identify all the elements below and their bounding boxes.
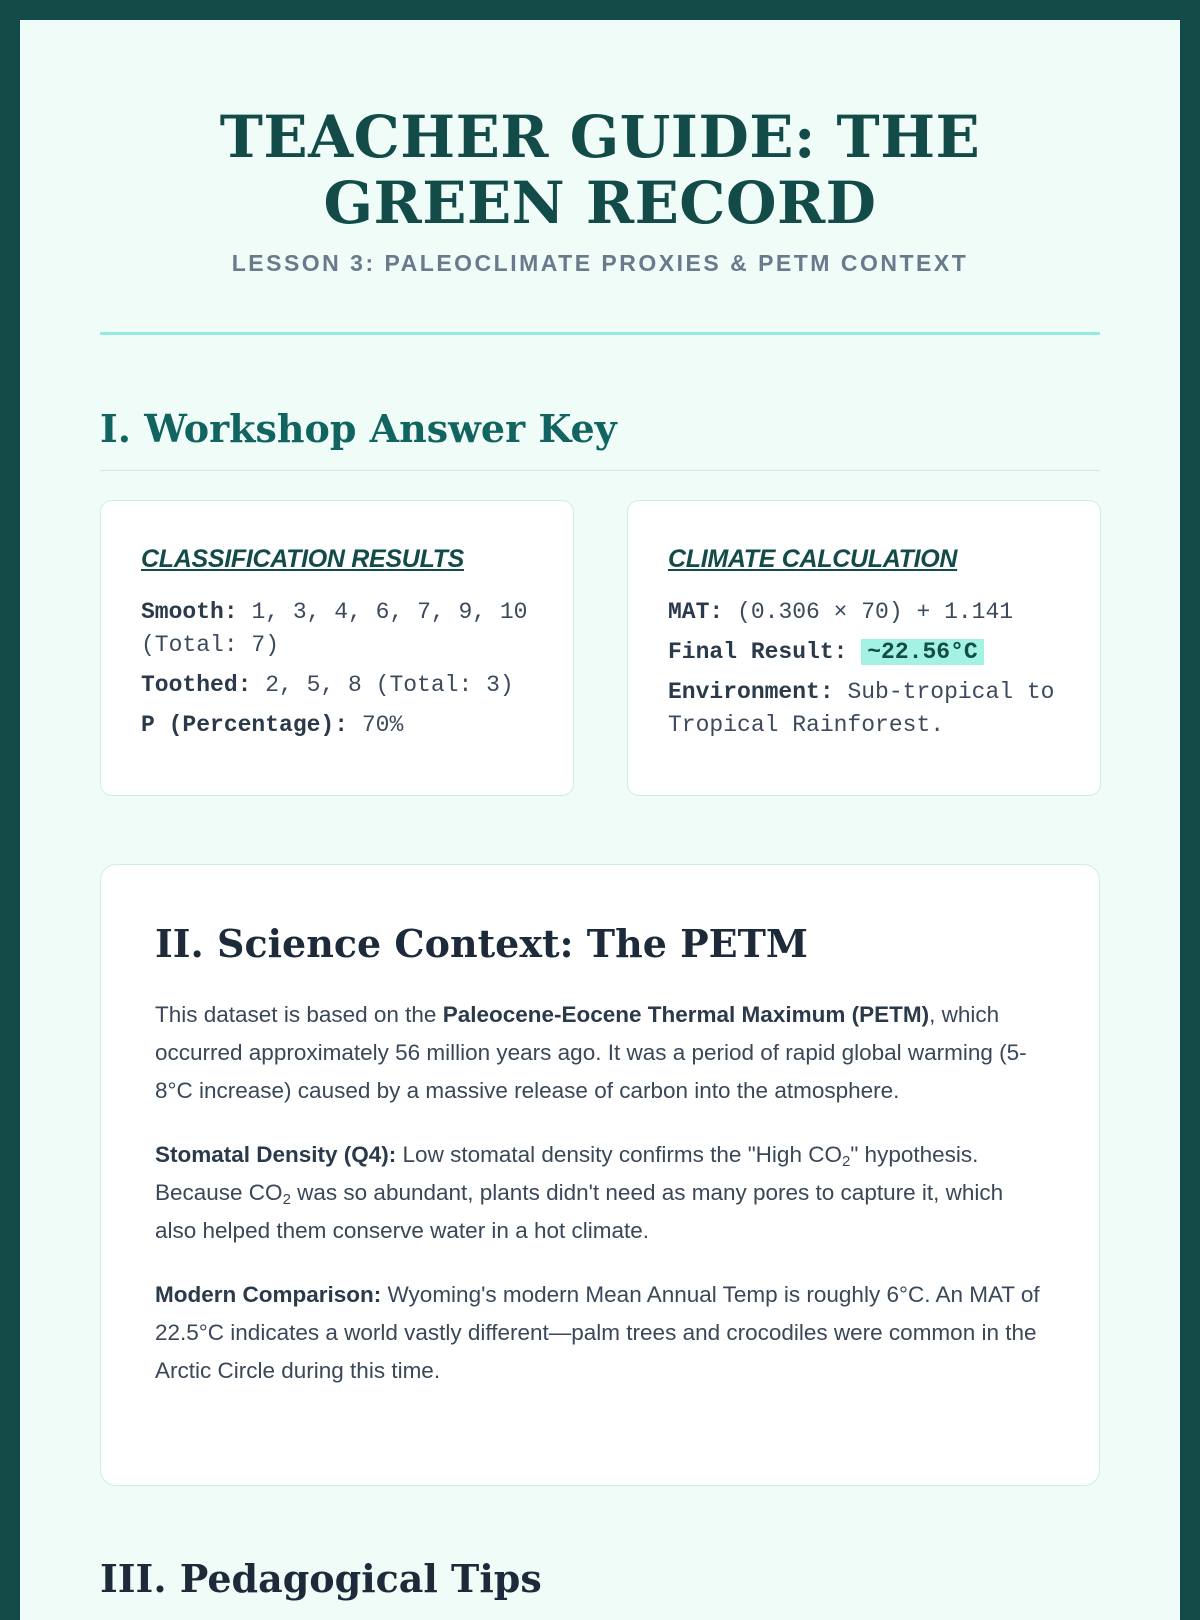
modern-comparison-label: Modern Comparison:: [155, 1282, 382, 1307]
stomatal-density-paragraph: [155, 1136, 1045, 1250]
stomatal-density-label: Stomatal Density (Q4):: [155, 1142, 397, 1167]
final-result-value: ~22.56°C: [861, 639, 983, 665]
toothed-label: Toothed:: [141, 672, 252, 698]
science-context-card: [100, 864, 1100, 1486]
mat-row: [668, 596, 1060, 629]
science-context-title: II. Science Context: The PETM: [155, 921, 808, 966]
environment-label: Environment:: [668, 679, 834, 705]
petm-term: Paleocene-Eocene Thermal Maximum (PETM): [442, 1002, 930, 1027]
percentage-label: P (Percentage):: [141, 712, 349, 738]
stomatal-text-3: was so abundant, plants didn't need as many pores to capture it, which also helped them conserve water in a hot climate.: [155, 1180, 1004, 1243]
toothed-row: [141, 669, 533, 702]
percentage-value: 70%: [361, 712, 404, 738]
modern-comparison-text: Wyoming's modern Mean Annual Temp is roughly 6°C. An MAT of 22.5°C indicates a world vastly different—palm trees and crocodiles were common in the Arctic Circle during this time.: [155, 1282, 1040, 1383]
pedagogical-tips-title: III. Pedagogical Tips: [100, 1556, 542, 1601]
document-subtitle: LESSON 3: PALEOCLIMATE PROXIES & PETM CONTEXT: [231, 250, 969, 276]
section-workshop-answer-key-title: I. Workshop Answer Key: [100, 406, 617, 451]
co2-subscript: 2: [841, 1153, 851, 1170]
classification-results-title: CLASSIFICATION RESULTS: [141, 545, 465, 573]
modern-comparison-paragraph: [155, 1276, 1045, 1390]
smooth-label: Smooth:: [141, 599, 238, 625]
petm-paragraph-intro: This dataset is based on the: [155, 1002, 443, 1027]
petm-paragraph: [155, 996, 1045, 1110]
co2-subscript: 2: [282, 1191, 291, 1208]
mat-label: MAT:: [668, 599, 724, 625]
smooth-value: 1, 3, 4, 6, 7, 9, 10 (Total: 7): [141, 599, 528, 658]
final-result-label: Final Result:: [668, 639, 848, 665]
petm-paragraph-body: , which occurred approximately 56 million years ago. It was a period of rapid global warming (5-8°C increase) caused by a massive release of carbon into the atmosphere.: [155, 1002, 1027, 1103]
smooth-row: [141, 596, 533, 662]
environment-row: [668, 676, 1060, 742]
header-divider: [100, 332, 1100, 335]
climate-calculation-card: [627, 500, 1101, 796]
document-page: [20, 20, 1180, 1620]
climate-calculation-title: CLIMATE CALCULATION: [668, 545, 958, 573]
toothed-value: 2, 5, 8 (Total: 3): [265, 672, 514, 698]
stomatal-text-1: Low stomatal density confirms the "High CO: [396, 1142, 842, 1167]
section-divider: [100, 470, 1100, 471]
stomatal-text-2: " hypothesis. Because CO: [155, 1142, 979, 1205]
percentage-row: [141, 709, 533, 742]
document-title: TEACHER GUIDE: THE GREEN RECORD: [219, 103, 981, 237]
document-header: [20, 20, 1180, 277]
final-result-row: [668, 636, 1060, 669]
mat-value: (0.306 × 70) + 1.141: [737, 599, 1014, 625]
environment-value: Sub-tropical to Tropical Rainforest.: [668, 679, 1055, 738]
classification-results-card: [100, 500, 574, 796]
